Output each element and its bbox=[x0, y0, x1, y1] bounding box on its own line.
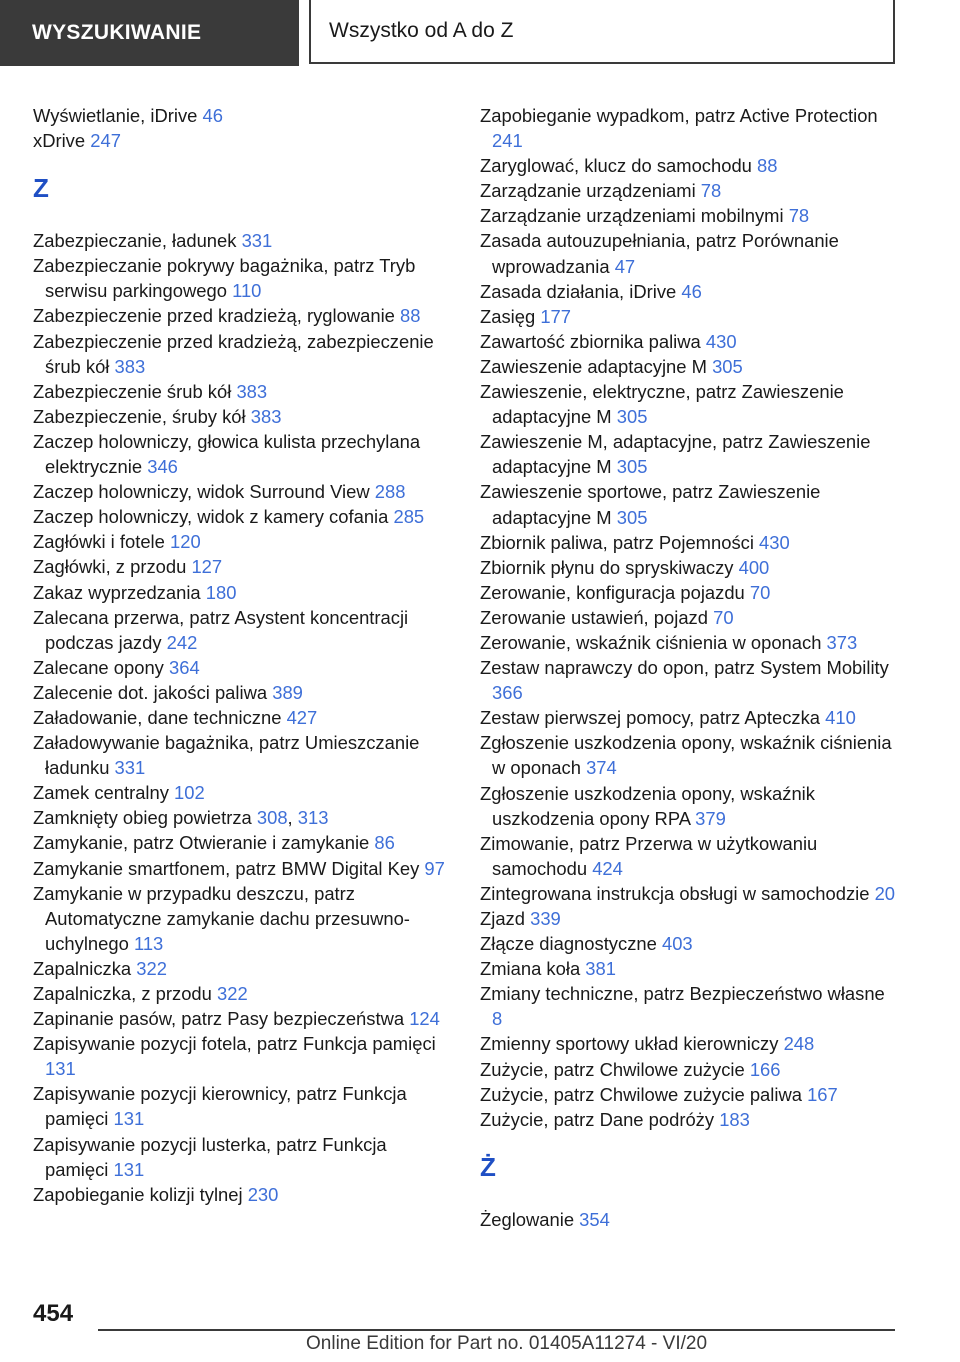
index-entry-text: Zamknięty obieg powietrza bbox=[33, 807, 257, 829]
page-reference-link[interactable]: 305 bbox=[616, 506, 648, 528]
index-entry-text: Zabezpieczenie przed kradzieżą, zabezpieczenie śrub kół bbox=[33, 330, 434, 377]
page-reference-link[interactable]: 248 bbox=[783, 1033, 815, 1055]
index-entry bbox=[33, 1081, 453, 1131]
page-reference-link[interactable]: 354 bbox=[579, 1208, 610, 1230]
page-reference-link[interactable]: 305 bbox=[616, 406, 648, 428]
index-entry-text: Zaczep holowniczy, głowica kulista przechylana elektrycznie bbox=[33, 430, 421, 478]
index-entry bbox=[480, 981, 900, 1031]
index-entry-text: Zamykanie, patrz Otwieranie i zamykanie bbox=[33, 832, 375, 854]
index-entry-text: xDrive bbox=[33, 130, 91, 152]
index-entry-text: Zestaw naprawczy do opon, patrz System Mobility bbox=[480, 657, 889, 679]
page-reference-link[interactable]: 167 bbox=[807, 1083, 838, 1105]
index-entry bbox=[480, 1031, 900, 1056]
page-reference-link[interactable]: 70 bbox=[749, 581, 771, 603]
index-entry-text: Zalecana przerwa, patrz Asystent koncentracji podczas jazdy bbox=[33, 606, 409, 653]
page-reference-link[interactable]: 124 bbox=[409, 1008, 440, 1030]
index-entry bbox=[33, 529, 453, 554]
index-entry bbox=[33, 228, 453, 253]
page-reference-link[interactable]: 364 bbox=[168, 656, 200, 678]
page-reference-link[interactable]: 242 bbox=[166, 631, 198, 653]
index-entry bbox=[480, 906, 900, 931]
index-entry bbox=[480, 655, 900, 705]
page-number: 454 bbox=[33, 1300, 74, 1327]
index-entry bbox=[480, 379, 900, 429]
page-reference-link[interactable]: 331 bbox=[241, 230, 273, 252]
index-entry-text: Zapisywanie pozycji lusterka, patrz Funkcja pamięci bbox=[33, 1133, 387, 1180]
index-entry-text: Zerowanie ustawień, pojazd bbox=[480, 606, 714, 628]
index-entry bbox=[33, 856, 453, 881]
index-entry bbox=[480, 605, 900, 630]
index-entry bbox=[33, 981, 453, 1006]
index-entry bbox=[480, 1107, 900, 1132]
page-reference-link[interactable]: 389 bbox=[272, 681, 303, 703]
page-reference-link[interactable]: 46 bbox=[202, 105, 223, 126]
index-entry bbox=[480, 1207, 900, 1232]
index-entry-text: Zmiany techniczne, patrz Bezpieczeństwo własne bbox=[480, 983, 885, 1005]
page-reference-link[interactable]: 381 bbox=[585, 958, 616, 980]
index-entry-text: Załadowywanie bagażnika, patrz Umieszczanie ładunku bbox=[33, 732, 420, 779]
index-entry-text: Zasięg bbox=[480, 305, 541, 327]
index-entry bbox=[480, 630, 900, 655]
page-reference-link[interactable]: 131 bbox=[113, 1108, 145, 1130]
index-entry-text: Wyświetlanie, iDrive bbox=[33, 105, 203, 126]
index-entry-text: Zamek centralny bbox=[33, 782, 175, 804]
page-reference-link[interactable]: 241 bbox=[492, 130, 523, 152]
index-entry-text: Zintegrowana instrukcja obsługi w samochodzie bbox=[480, 882, 875, 904]
page-reference-link[interactable]: 247 bbox=[90, 130, 121, 152]
index-entry-text: Zaczep holowniczy, widok z kamery cofania bbox=[33, 506, 394, 528]
index-entry-text: Zabezpieczenie śrub kół bbox=[33, 380, 237, 402]
page-reference-link[interactable]: 131 bbox=[45, 1058, 76, 1080]
index-entry bbox=[480, 228, 900, 278]
page-reference-link[interactable]: 424 bbox=[592, 857, 623, 879]
page-reference-link[interactable]: 97 bbox=[424, 857, 445, 879]
index-entry bbox=[33, 956, 453, 981]
page-reference-link[interactable]: 430 bbox=[759, 531, 790, 553]
page-reference-link[interactable]: 20 bbox=[874, 882, 896, 904]
page-reference-link[interactable]: 70 bbox=[713, 606, 734, 628]
index-entry-text: Zamykanie w przypadku deszczu, patrz Automatyczne zamykanie dachu przesuwno-uchylnego bbox=[33, 882, 410, 954]
index-entry-text: Zapinanie pasów, patrz Pasy bezpieczeństwa bbox=[33, 1008, 410, 1030]
index-entry-text: Zarządzanie urządzeniami mobilnymi bbox=[480, 205, 789, 227]
index-entry bbox=[33, 1006, 453, 1031]
index-column-left bbox=[33, 103, 453, 1207]
index-entry-text: Zabezpieczenie przed kradzieżą, ryglowanie bbox=[33, 305, 400, 327]
page-reference-link[interactable]: 308 bbox=[256, 807, 288, 829]
index-column-right bbox=[480, 103, 900, 1232]
index-entry bbox=[33, 554, 453, 579]
page-reference-link[interactable]: 379 bbox=[695, 807, 726, 829]
page-reference-link[interactable]: 427 bbox=[286, 706, 318, 728]
index-entry-text: Zabezpieczenie, śruby kół bbox=[33, 405, 251, 427]
index-entry bbox=[480, 103, 900, 153]
section-tab[interactable]: WYSZUKIWANIE bbox=[0, 0, 299, 66]
index-entry bbox=[480, 279, 900, 304]
index-entry-text: Złącze diagnostyczne bbox=[480, 933, 662, 955]
index-entry-text: Zabezpieczanie, ładunek bbox=[33, 230, 242, 252]
edition-note: Online Edition for Part no. 01405A11274 - VI/20 bbox=[306, 1333, 708, 1354]
index-entry-text: Załadowanie, dane techniczne bbox=[33, 706, 287, 728]
index-entry bbox=[480, 781, 900, 831]
index-entry bbox=[33, 504, 453, 529]
page-reference-link[interactable]: 46 bbox=[681, 280, 702, 302]
index-entry-text: Zużycie, patrz Chwilowe zużycie bbox=[480, 1058, 750, 1080]
page-reference-link[interactable]: 403 bbox=[661, 933, 693, 955]
page-reference-link[interactable]: 410 bbox=[825, 707, 856, 729]
index-entry-text: Zalecenie dot. jakości paliwa bbox=[33, 681, 273, 703]
index-entry: Zamknięty obieg powietrza 308, 313 bbox=[33, 807, 329, 829]
index-entry-text: Zawieszenie adaptacyjne M bbox=[480, 355, 713, 377]
page-reference-link[interactable]: 127 bbox=[191, 556, 223, 578]
page-reference-link[interactable]: 102 bbox=[174, 782, 205, 804]
index-entry bbox=[33, 705, 453, 730]
page-reference-link[interactable]: 113 bbox=[133, 932, 164, 954]
index-entry bbox=[33, 103, 453, 128]
index-entry bbox=[33, 580, 453, 605]
index-entry bbox=[480, 1057, 900, 1082]
index-entry bbox=[33, 881, 453, 956]
page-reference-link[interactable]: 305 bbox=[616, 456, 648, 478]
index-entry bbox=[33, 253, 453, 303]
index-entry bbox=[480, 479, 900, 529]
index-entry-text: Zawartość zbiornika paliwa bbox=[480, 330, 706, 352]
index-entry-text: Zużycie, patrz Chwilowe zużycie paliwa bbox=[480, 1083, 808, 1105]
index-entry bbox=[33, 404, 453, 429]
page-reference-link[interactable]: 305 bbox=[712, 355, 743, 377]
index-entry-text: Zgłoszenie uszkodzenia opony, wskaźnik ciśnienia w oponach bbox=[480, 732, 892, 779]
index-entry-text: Zestaw pierwszej pomocy, patrz Apteczka bbox=[480, 707, 826, 729]
index-entry-text: Zabezpieczanie pokrywy bagażnika, patrz Tryb serwisu parkingowego bbox=[33, 255, 416, 302]
page-reference-link[interactable]: 331 bbox=[114, 757, 146, 779]
index-entry-text: Zamykanie smartfonem, patrz BMW Digital Key bbox=[33, 857, 425, 879]
index-entry-text: Zawieszenie M, adaptacyjne, patrz Zawieszenie adaptacyjne M bbox=[480, 431, 871, 478]
index-entry bbox=[480, 705, 900, 730]
index-entry-text: Zalecane opony bbox=[33, 656, 169, 678]
page-reference-link[interactable]: 383 bbox=[114, 355, 146, 377]
index-entry-text: Zawieszenie, elektryczne, patrz Zawieszenie adaptacyjne M bbox=[480, 381, 844, 428]
index-entry bbox=[33, 379, 453, 404]
index-entry-text: Zakaz wyprzedzania bbox=[33, 581, 206, 603]
index-entry-text: Zapalniczka bbox=[33, 957, 137, 979]
page-reference-link[interactable]: 110 bbox=[232, 280, 262, 302]
page-reference-link[interactable]: 8 bbox=[492, 1008, 503, 1030]
index-entry bbox=[480, 956, 900, 981]
page-reference-link[interactable]: 120 bbox=[169, 531, 201, 553]
index-entry bbox=[33, 655, 453, 680]
index-entry-text: Zaczep holowniczy, widok Surround View bbox=[33, 481, 375, 503]
index-entry-text: Zagłówki, z przodu bbox=[33, 556, 192, 578]
page-reference-link[interactable]: 383 bbox=[236, 380, 268, 402]
index-entry bbox=[480, 1082, 900, 1107]
page-reference-link[interactable]: 180 bbox=[205, 581, 237, 603]
page-reference-link[interactable]: 313 bbox=[297, 807, 329, 829]
page-reference-link[interactable]: 78 bbox=[700, 180, 722, 202]
page-reference-link[interactable]: 366 bbox=[492, 682, 523, 704]
page-reference-link[interactable]: 430 bbox=[705, 330, 737, 352]
index-entry-text: Zapisywanie pozycji fotela, patrz Funkcja pamięci bbox=[33, 1033, 436, 1055]
index-entry bbox=[33, 128, 453, 153]
page-reference-link[interactable]: 322 bbox=[136, 957, 167, 979]
page-reference-link[interactable]: 88 bbox=[757, 155, 778, 177]
index-letter-heading: Ż bbox=[480, 1151, 496, 1182]
page-title: Wszystko od A do Z bbox=[309, 0, 895, 64]
index-entry-text: Zasada działania, iDrive bbox=[480, 280, 682, 302]
index-entry bbox=[480, 881, 900, 906]
index-entry bbox=[33, 780, 453, 805]
index-entry bbox=[480, 580, 900, 605]
page-reference-link[interactable]: 346 bbox=[147, 456, 178, 478]
index-entry-text: Zasada autouzupełniania, patrz Porównanie wprowadzania bbox=[480, 230, 839, 277]
index-entry bbox=[480, 555, 900, 580]
index-entry bbox=[33, 303, 453, 328]
index-entry-text: Zapisywanie pozycji kierownicy, patrz Funkcja pamięci bbox=[33, 1083, 407, 1130]
index-entry bbox=[33, 1031, 453, 1081]
page-reference-link[interactable]: 177 bbox=[540, 305, 571, 327]
index-entry bbox=[480, 730, 900, 780]
index-entry bbox=[33, 429, 453, 479]
index-entry-text: Żeglowanie bbox=[480, 1208, 580, 1230]
index-entry-text: Zarządzanie urządzeniami bbox=[480, 180, 701, 202]
page-reference-link[interactable]: 47 bbox=[614, 255, 636, 277]
index-entry-text: Zawieszenie sportowe, patrz Zawieszenie adaptacyjne M bbox=[480, 481, 821, 528]
page-reference-link[interactable]: 383 bbox=[250, 405, 282, 427]
index-entry-text: Zaryglować, klucz do samochodu bbox=[480, 155, 758, 177]
index-letter-heading: Z bbox=[33, 173, 49, 204]
index-entry-text: Zjazd bbox=[480, 908, 531, 929]
page-reference-link[interactable]: 288 bbox=[374, 481, 406, 503]
index-entry-text: Zmienny sportowy układ kierowniczy bbox=[480, 1033, 784, 1055]
index-entry-text: Zmiana koła bbox=[480, 958, 586, 980]
page-reference-link[interactable]: 78 bbox=[788, 205, 810, 227]
index-entry bbox=[33, 329, 453, 379]
index-entry bbox=[480, 831, 900, 881]
footer-divider bbox=[98, 1329, 895, 1331]
index-entry-text: Zapobieganie wypadkom, patrz Active Protection bbox=[480, 105, 878, 126]
page-reference-link[interactable]: 183 bbox=[719, 1108, 750, 1130]
index-entry-text: Zbiornik płynu do spryskiwaczy bbox=[480, 556, 739, 578]
index-entry bbox=[480, 530, 900, 555]
index-entry-text: Zagłówki i fotele bbox=[33, 531, 170, 553]
page-reference-link[interactable]: 230 bbox=[247, 1183, 279, 1205]
page-reference-link[interactable]: 131 bbox=[113, 1158, 145, 1180]
page-reference-link[interactable]: 373 bbox=[826, 631, 858, 653]
index-entry-text: Zbiornik paliwa, patrz Pojemności bbox=[480, 531, 760, 553]
page-header bbox=[0, 0, 960, 66]
index-entry bbox=[480, 329, 900, 354]
index-entry bbox=[33, 730, 453, 780]
page-reference-link[interactable]: 88 bbox=[400, 305, 421, 327]
index-entry-text: Zimowanie, patrz Przerwa w użytkowaniu samochodu bbox=[480, 832, 818, 879]
index-entry bbox=[480, 931, 900, 956]
index-entry-text: Zgłoszenie uszkodzenia opony, wskaźnik uszkodzenia opony RPA bbox=[480, 782, 815, 829]
index-entry bbox=[33, 605, 453, 655]
index-entry bbox=[480, 354, 900, 379]
page-reference-link[interactable]: 285 bbox=[393, 506, 425, 528]
index-entry-text: Zużycie, patrz Dane podróży bbox=[480, 1108, 720, 1130]
page-reference-link[interactable]: 339 bbox=[530, 908, 561, 929]
index-entry-text: Zapobieganie kolizji tylnej bbox=[33, 1183, 248, 1205]
index-entry bbox=[33, 1182, 453, 1207]
index-entry-text: Zerowanie, wskaźnik ciśnienia w oponach bbox=[480, 631, 827, 653]
page-reference-link[interactable]: 86 bbox=[374, 832, 395, 854]
index-entry bbox=[480, 304, 900, 329]
page-reference-link[interactable]: 374 bbox=[586, 757, 617, 779]
index-entry bbox=[33, 479, 453, 504]
index-entry bbox=[33, 1132, 453, 1182]
index-entry-text: Zerowanie, konfiguracja pojazdu bbox=[480, 581, 750, 603]
index-entry-text: Zapalniczka, z przodu bbox=[33, 983, 217, 1004]
index-entry bbox=[480, 153, 900, 178]
index-entry bbox=[33, 680, 453, 705]
page-reference-link[interactable]: 400 bbox=[738, 556, 770, 578]
index-entry bbox=[480, 429, 900, 479]
index-entry bbox=[480, 178, 900, 203]
index-entry bbox=[480, 203, 900, 228]
page-reference-link[interactable]: 322 bbox=[217, 983, 248, 1004]
index-entry bbox=[33, 830, 453, 855]
page-reference-link[interactable]: 166 bbox=[749, 1058, 781, 1080]
